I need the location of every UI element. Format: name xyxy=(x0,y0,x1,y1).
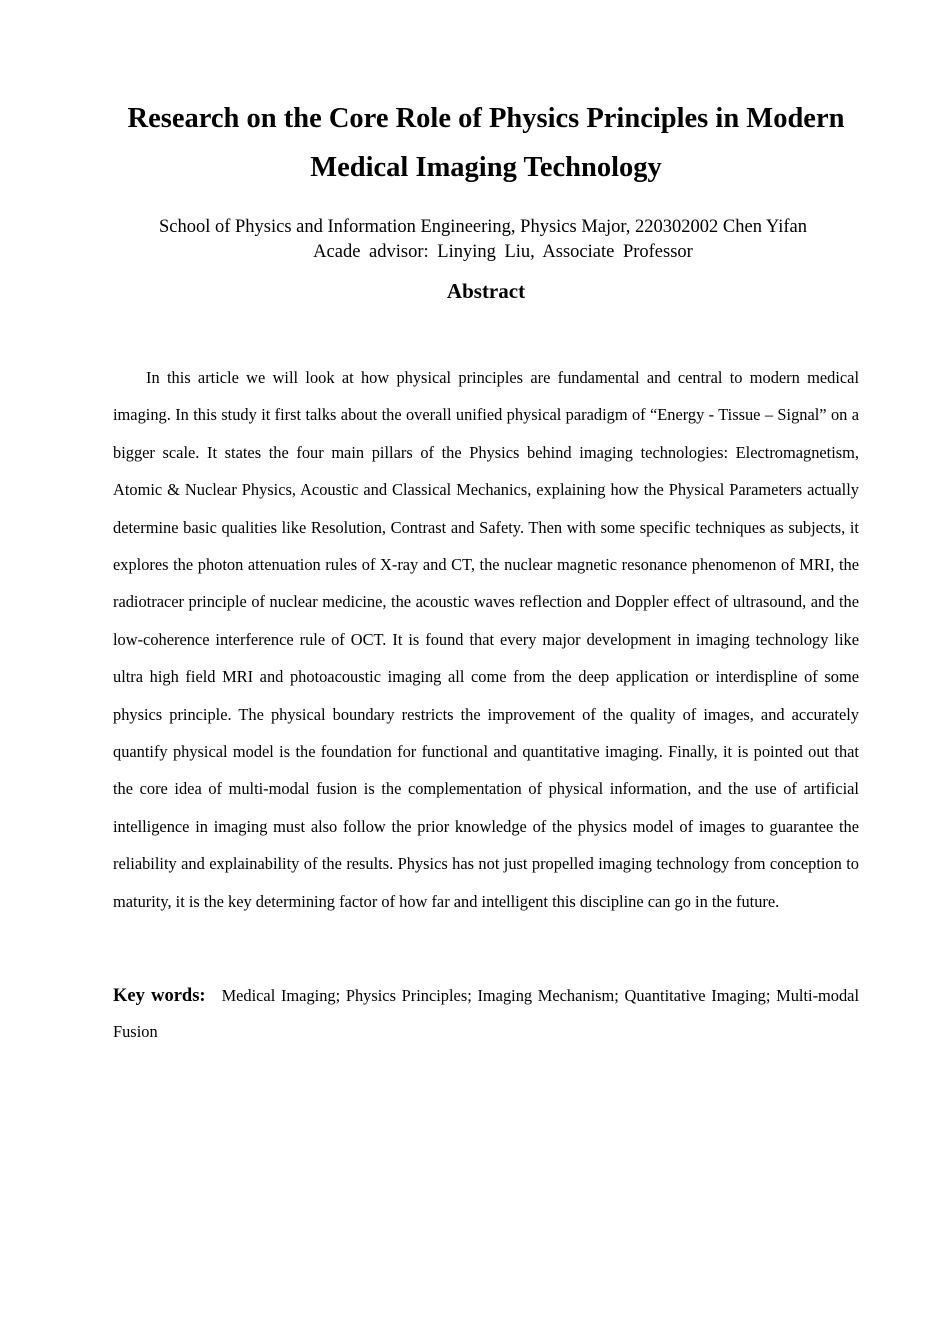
author-line: School of Physics and Information Engineering, Physics Major, 220302002 Chen Yifan xyxy=(158,217,808,237)
keywords-text: Medical Imaging; Physics Principles; Imaging Mechanism; Quantitative Imaging; Multi-modal Fusion xyxy=(113,986,859,1041)
abstract-body: In this article we will look at how physical principles are fundamental and central to modern medical imaging. In this study it first talks about the overall unified physical paradigm of “Energy - Tissue – Signal” on a bigger scale. It states the four main pillars of the Physics behind imaging technologies: Electromagnetism, Atomic & Nuclear Physics, Acoustic and Classical Mechanics, explaining how the Physical Parameters actually determine basic qualities like Resolution, Contrast and Safety. Then with some specific techniques as subjects, it explores the photon attenuation rules of X-ray and CT, the nuclear magnetic resonance phenomenon of MRI, the radiotracer principle of nuclear medicine, the acoustic waves reflection and Doppler effect of ultrasound, and the low-coherence interference rule of OCT. It is found that every major development in imaging technology like ultra high field MRI and photoacoustic imaging all come from the deep application or interdispline of some physics principle. The physical boundary restricts the improvement of the quality of images, and accurately quantify physical model is the foundation for functional and quantitative imaging. Finally, it is pointed out that the core idea of multi-modal fusion is the complementation of physical information, and the use of artificial intelligence in imaging must also follow the prior knowledge of the physics model of images to guarantee the reliability and explainability of the results. Physics has not just propelled imaging technology from conception to maturity, it is the key determining factor of how far and intelligent this discipline can go in the future. xyxy=(113,368,859,911)
keywords-label: Key words: xyxy=(113,986,206,1006)
keywords-paragraph xyxy=(113,978,859,1050)
paper-title: Research on the Core Role of Physics Principles in Modern Medical Imaging Technology xyxy=(127,103,845,183)
abstract-heading: Abstract xyxy=(446,279,526,303)
advisor-line: Acade advisor: Linying Liu, Associate Professor xyxy=(313,242,693,262)
